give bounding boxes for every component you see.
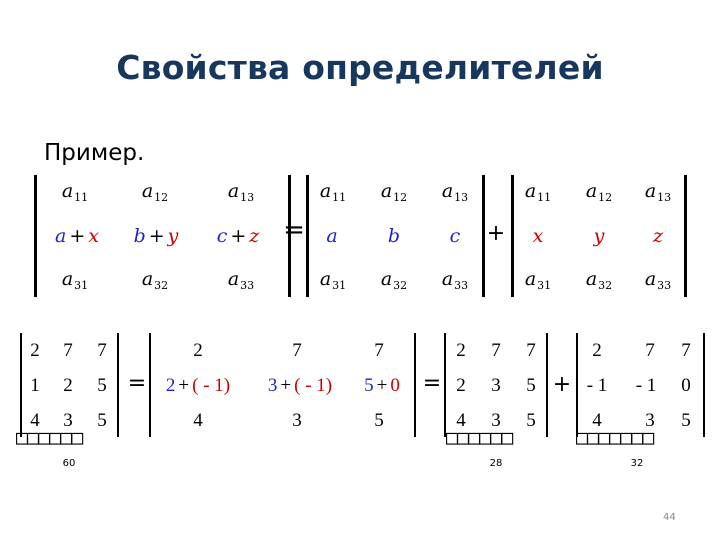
num-det3-r1c1: 2 [456,340,466,361]
num-det1-r3c3: 5 [97,410,107,431]
det2-left-bar [306,175,309,297]
det3-r2c3: z [652,225,664,247]
num-det2-r3c3: 5 [374,410,384,431]
det1-left-bar [34,175,37,297]
num-det1-r1c1: 2 [30,340,40,361]
det2-r3c3: $a_{33}$ [441,268,469,292]
num-det2-r3c2: 3 [292,410,302,431]
num-det4-r1c2: 7 [645,340,655,361]
plus-sign: + [486,221,506,246]
num-det3-r2c2: 3 [491,375,501,396]
num-plus-sign: + [552,372,572,397]
det2-r1c3: $a_{13}$ [441,180,469,204]
num-det1-left-bar [20,333,22,437]
det1-r2c2: b + y [133,225,179,247]
det1-r2c1: a + x [55,225,99,247]
placeholder-glyphs-left: □□□□□□ [16,425,83,449]
num-det2-r1c1: 2 [193,340,203,361]
num-det3-r3c1: 4 [456,410,466,431]
det3-r2c1: x [532,225,544,247]
det1-r1c1: $a_{11}$ [61,180,89,204]
det3-r2c2: y [593,225,605,247]
det3-right-bar [684,175,687,297]
det3-r3c3: $a_{33}$ [644,268,672,292]
example-label: Пример. [44,140,145,166]
num-equals-sign-1: = [127,371,147,396]
num-det4-r3c2: 3 [645,410,655,431]
num-det2-left-bar [149,333,151,437]
det3-r1c1: $a_{11}$ [524,180,552,204]
num-det4-r1c3: 7 [681,340,691,361]
result-middle: 28 [489,458,503,469]
num-det3-r2c1: 2 [456,375,466,396]
det2-r2c2: b [387,225,401,247]
det1-r2c3: c + z [216,225,260,247]
num-det4-left-bar [576,333,578,437]
det1-r1c2: $a_{12}$ [141,180,169,204]
det3-left-bar [511,175,514,297]
num-det3-r3c3: 5 [526,410,536,431]
placeholder-glyphs-middle: □□□□□□ [446,425,513,449]
equals-sign: = [283,215,305,245]
det2-r2c1: a [326,225,338,247]
num-det4-right-bar [703,333,705,437]
placeholder-glyphs-right: □□□□□□□ [576,425,654,449]
num-det4-r1c1: 2 [592,340,602,361]
det3-r1c2: $a_{12}$ [585,180,613,204]
num-det2-r3c1: 4 [193,410,203,431]
det2-right-bar [482,175,485,297]
det1-r3c2: $a_{32}$ [141,268,169,292]
det2-r2c3: c [449,225,461,247]
num-det3-r3c2: 3 [491,410,501,431]
num-equals-sign-2: = [422,371,442,396]
num-det1-r1c2: 7 [63,340,73,361]
det2-r3c2: $a_{32}$ [380,268,408,292]
num-det2-r1c2: 7 [292,340,302,361]
num-det4-r3c3: 5 [681,410,691,431]
det2-r1c2: $a_{12}$ [380,180,408,204]
page-number: 44 [663,512,676,523]
det1-r1c3: $a_{13}$ [227,180,255,204]
num-det4-r2c2: - 1 [635,375,657,396]
det2-r1c1: $a_{11}$ [319,180,347,204]
num-det1-r2c1: 1 [30,375,40,396]
num-det3-r1c3: 7 [526,340,536,361]
det1-r3c3: $a_{33}$ [227,268,255,292]
num-det3-right-bar [546,333,548,437]
det3-r3c1: $a_{31}$ [524,268,552,292]
num-det4-r2c3: 0 [681,375,691,396]
det1-r3c1: $a_{31}$ [61,268,89,292]
num-det3-r2c3: 5 [526,375,536,396]
num-det4-r3c1: 4 [592,410,602,431]
det3-r3c2: $a_{32}$ [585,268,613,292]
slide-title: Свойства определителей [116,48,604,87]
num-det4-r2c1: - 1 [586,375,608,396]
num-det3-r1c2: 7 [491,340,501,361]
result-left: 60 [62,458,76,469]
result-right: 32 [630,458,644,469]
num-det2-right-bar [414,333,416,437]
num-det1-r3c1: 4 [30,410,40,431]
det3-r1c3: $a_{13}$ [644,180,672,204]
num-det1-r1c3: 7 [97,340,107,361]
num-det1-r2c3: 5 [97,375,107,396]
num-det3-left-bar [444,333,446,437]
num-det2-r2c2: 3 + ( - 1) [267,375,333,396]
num-det1-r2c2: 2 [63,375,73,396]
num-det2-r2c3: 5 + 0 [364,375,400,396]
num-det2-r2c1: 2 + ( - 1) [165,375,231,396]
det2-r3c1: $a_{31}$ [319,268,347,292]
num-det1-right-bar [117,333,119,437]
num-det1-r3c2: 3 [63,410,73,431]
num-det2-r1c3: 7 [374,340,384,361]
